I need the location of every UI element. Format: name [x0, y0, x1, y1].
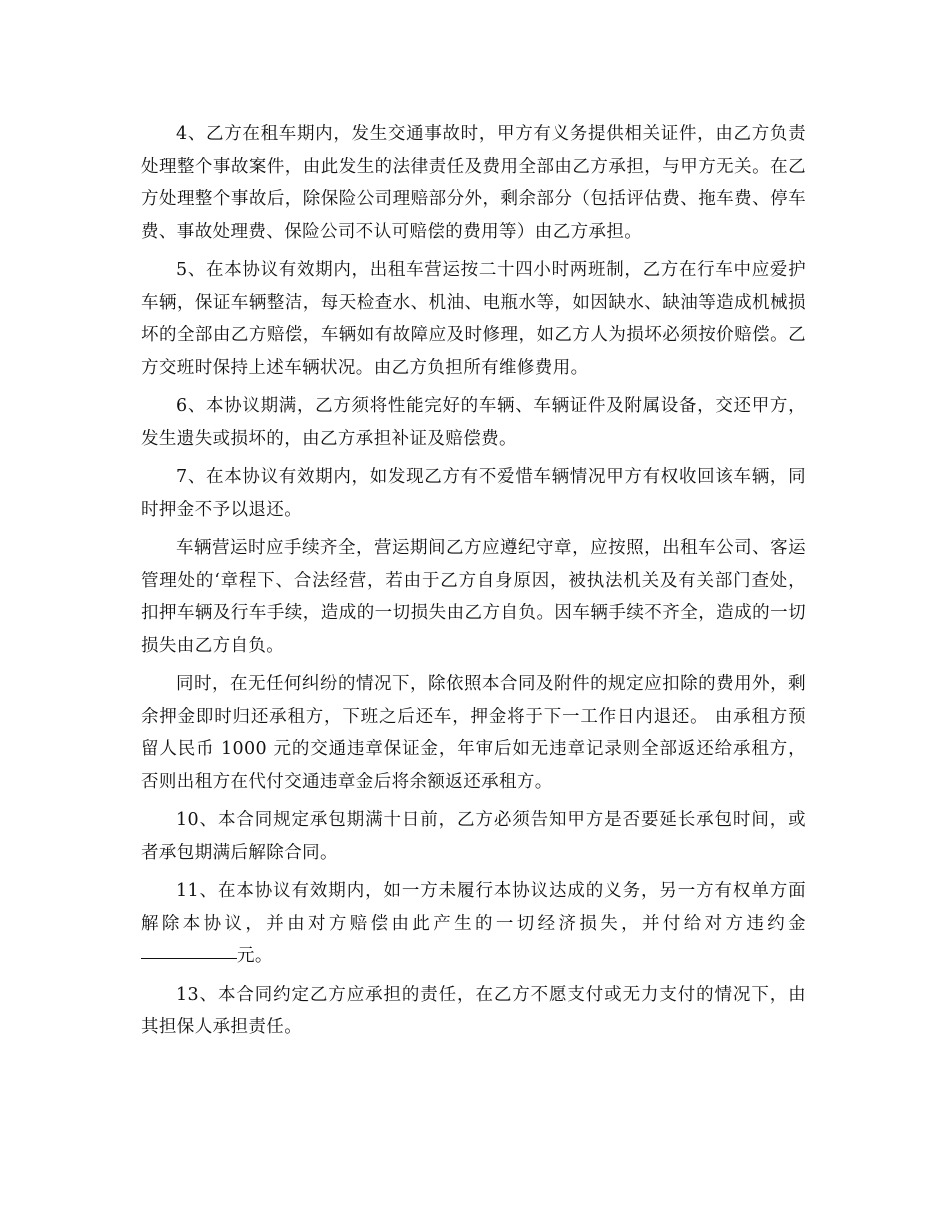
clause-4-paragraph: 4、乙方在租车期内，发生交通事故时，甲方有义务提供相关证件，由乙方负责处理整个事故案件，由此发生的法律责任及费用全部由乙方承担，与甲方无关。在乙方处理整个事故后，除保险公司理赔部分外，剩余部分（包括评估费、拖车费、停车费、事故处理费、保险公司不认可赔偿的费用等）由乙方承担。 — [141, 124, 806, 242]
clause-11-text: 11、在本协议有效期内，如一方未履行本协议达成的义务，另一方有权单方面解除本协议，并由对方赔偿由此产生的一切经济损失，并付给对方违约金 — [141, 881, 806, 934]
clause-7-paragraph: 7、在本协议有效期内，如发现乙方有不爱惜车辆情况甲方有权收回该车辆，同时押金不予以退还。 — [141, 467, 806, 520]
document-page — [141, 118, 806, 1050]
clause-6-paragraph: 6、本协议期满，乙方须将性能完好的车辆、车辆证件及附属设备，交还甲方，发生遗失或损坏的，由乙方承担补证及赔偿费。 — [141, 396, 806, 449]
clause-10-paragraph: 10、本合同规定承包期满十日前，乙方必须告知甲方是否要延长承包时间，或者承包期满后解除合同。 — [141, 810, 806, 863]
clause-13-paragraph: 13、本合同约定乙方应承担的责任，在乙方不愿支付或无力支付的情况下，由其担保人承担责任。 — [141, 984, 806, 1037]
vehicle-procedures-paragraph: 车辆营运时应手续齐全，营运期间乙方应遵纪守章，应按照，出租车公司、客运管理处的‘章程下、合法经营，若由于乙方自身原因，被执法机关及有关部门查处，扣押车辆及行车手续，造成的一切损失由乙方自负。因车辆手续不齐全，造成的一切损失由乙方自负。 — [141, 538, 806, 656]
clause-5-paragraph: 5、在本协议有效期内，出租车营运按二十四小时两班制，乙方在行车中应爱护车辆，保证车辆整洁，每天检查水、机油、电瓶水等，如因缺水、缺油等造成机械损坏的全部由乙方赔偿，车辆如有故障应及时修理，如乙方人为损坏必须按价赔偿。乙方交班时保持上述车辆状况。由乙方负担所有维修费用。 — [141, 260, 806, 378]
deposit-refund-paragraph: 同时，在无任何纠纷的情况下，除依照本合同及附件的规定应扣除的费用外，剩余押金即时归还承租方，下班之后还车，押金将于下一工作日内退还。 由承租方预留人民币 1000 元的交通违章保证金，年审后如无违章记录则全部返还给承租方，否则出租方在代付交通违章金后将余额返还承租方。 — [141, 674, 806, 792]
penalty-amount-blank — [141, 957, 237, 959]
clause-11-paragraph — [141, 875, 806, 973]
clause-11-suffix: 元。 — [237, 946, 273, 966]
